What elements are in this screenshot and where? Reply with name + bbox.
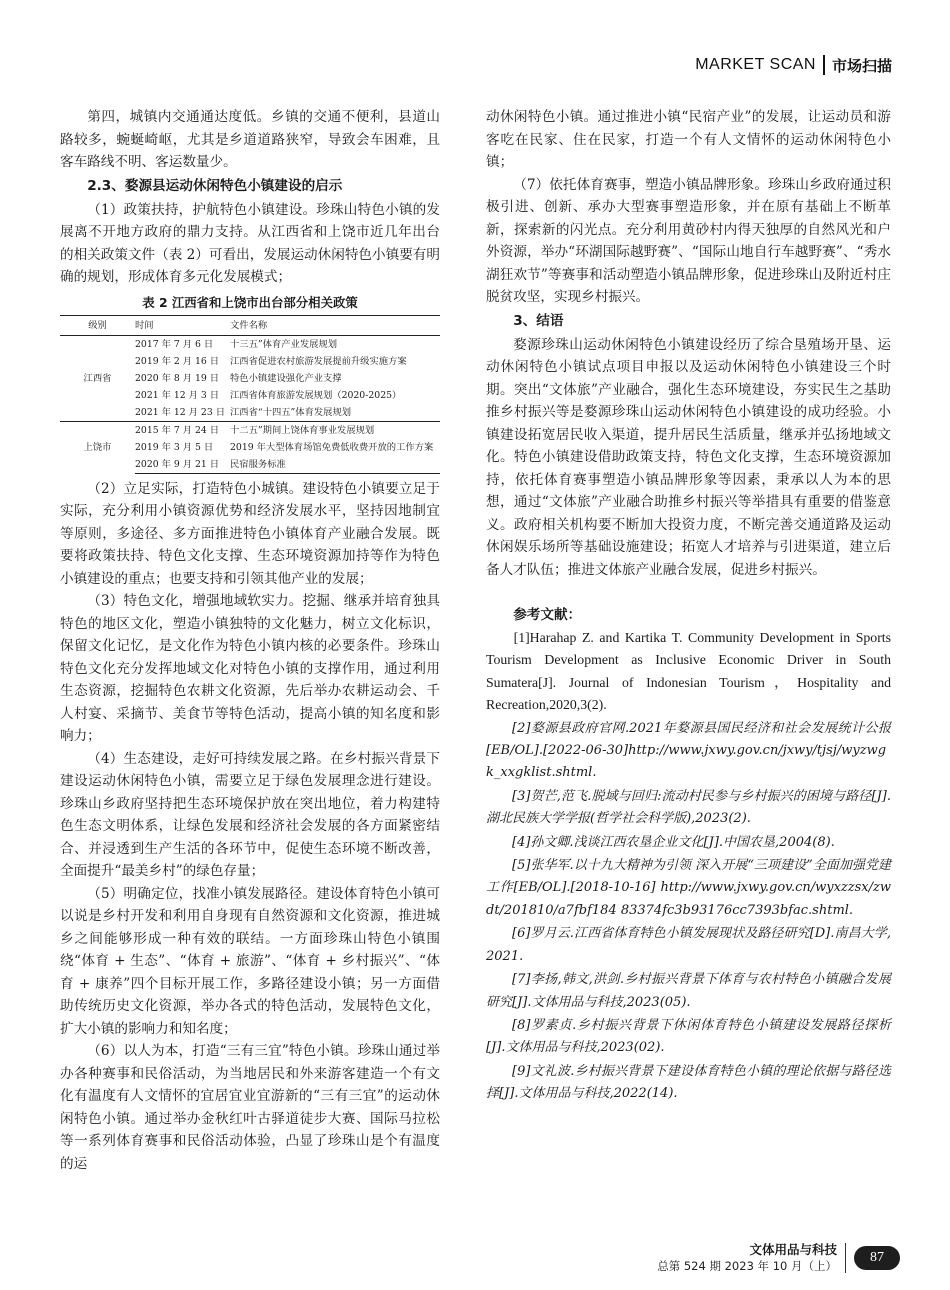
header-document: 文件名称 (230, 315, 440, 335)
level-cell: 上饶市 (60, 421, 135, 473)
reference-item: [8]罗素贞.乡村振兴背景下休闲体育特色小镇建设发展路径探析[J].文体用品与科技,2023(02). (486, 1017, 891, 1056)
document-cell: 江西省“十四五”体育发展规划 (230, 406, 352, 418)
table-row (60, 421, 440, 439)
date-cell: 2015 年 7 月 24 日 (135, 421, 230, 439)
header-divider (823, 55, 825, 75)
document-cell: 江西省促进农村旅游发展提前升级实施方案 (230, 355, 407, 367)
document-cell: 民宿服务标准 (230, 456, 440, 474)
paragraph-item-2: （2）立足实际，打造特色小城镇。建设特色小镇要立足于实际，充分利用小镇资源优势和经济发展水平，坚持因地制宜等原则，多途径、多方面推进特色小镇体育产业融合发展。既要将政策扶持、特色文化支撑、生态环境资源加持等作为特色小镇建设的重点；也要支持和引领其他产业的发展； (60, 480, 440, 587)
issue-info: 总第 524 期 2023 年 10 月（上） (657, 1259, 837, 1273)
reference-item: [2]婺源县政府官网.2021年婺源县国民经济和社会发展统计公报[EB/OL].[2022-06-30]http://www.jxwy.gov.cn/jxwy/tjsj/wyzwgk_xxgklist.shtml. (486, 720, 891, 781)
level-cell: 江西省 (83, 372, 112, 384)
policy-table-block (60, 293, 440, 474)
date-cell: 2021 年 12 月 3 日 (135, 389, 220, 401)
reference-item: [1]Harahap Z. and Kartika T. Community Development in Sports Tourism Development as Inclusive Economic Driver in South Sumatera[J]. Journal of Indonesian Tourism，Hospitality and Recreation,2020,3(2). (486, 630, 891, 713)
references-heading: 参考文献： (513, 607, 582, 623)
paragraph-item-1: （1）政策扶持，护航特色小镇建设。珍珠山特色小镇的发展离不开地方政府的鼎力支持。从江西省和上饶市近几年出台的相关政策文件（表 2）可看出，发展运动休闲特色小镇要有明确的规划，形成体育多元化发展模式； (60, 201, 440, 285)
date-cell: 2020 年 9 月 21 日 (135, 456, 230, 474)
reference-item: [4]孙文卿.浅谈江西农垦企业文化[J].中国农垦,2004(8). (512, 834, 835, 850)
reference-item: [3]贺芒,范飞.脱域与回归:流动村民参与乡村振兴的困境与路径[J].湖北民族大学学报(哲学社会科学版),2023(2). (486, 788, 891, 827)
date-cell: 2021 年 12 月 23 日 (135, 406, 225, 418)
section-heading-3: 3、结语 (513, 312, 564, 329)
paragraph-item-6-continued: 动休闲特色小镇。通过推进小镇“民宿产业”的发展，让运动员和游客吃在民家、住在民家，打造一个有人文情怀的运动休闲特色小镇； (486, 109, 891, 170)
document-cell: 2019 年大型体育场馆免费低收费开放的工作方案 (230, 441, 434, 453)
paragraph-item-5: （5）明确定位，找准小镇发展路径。建设体育特色小镇可以说是乡村开发和利用自身现有自然资源和文化资源，推进城乡之间能够形成一种有效的联结。一方面珍珠山特色小镇围绕“体育 + 生态”、“体育 + 旅游”、“体育 + 乡村振兴”、“体育 + 康养”四个目标开展工作，多路径建设小镇；另一方面借助传统历史文化资源，举办各式的特色活动，发展特色文化，扩大小镇的影响力和知名度； (60, 885, 440, 1037)
date-cell: 2019 年 3 月 5 日 (135, 441, 214, 453)
paragraph-conclusion: 婺源珍珠山运动休闲特色小镇建设经历了综合垦殖场开垦、运动休闲特色小镇试点项目申报以及运动休闲特色小镇建设三个时期。突出“文体旅”产业融合，强化生态环境建设，夯实民生之基助推乡村振兴等是婺源珍珠山运动休闲特色小镇建设的成功经验。小镇建设拓宽居民收入渠道，提升居民生活质量，继承并弘扬地域文化。特色小镇建设借助政策支持，特色文化支撑，生态环境资源加持，依托体育赛事塑造小镇品牌形象等因素，秉承以人为本的思想，通过“文体旅”产业融合助推乡村振兴等举措具有重要的借鉴意义。政府相关机构要不断加大投资力度，不断完善交通道路及运动休闲娱乐场所等基础设施建设；拓宽人才培养与引进渠道，建立后备人才队伍；推进文体旅产业融合发展，促进乡村振兴。 (486, 336, 891, 578)
running-header (695, 52, 892, 78)
footer-divider (845, 1243, 846, 1273)
table-header-row (60, 315, 440, 335)
paragraph-item-3: （3）特色文化，增强地域软实力。挖掘、继承并培育独具特色的地区文化，塑造小镇独特的文化魅力，树立文化标识，保留文化记忆，是文化作为特色小镇内核的必要条件。珍珠山特色文化充分发挥地域文化对特色小镇的支撑作用，通过利用生态资源，挖掘特色农耕文化资源，先后举办农耕运动会、千人村宴、采摘节、美食节等特色活动，提高小镇的知名度和影响力； (60, 593, 440, 744)
header-level: 级别 (60, 315, 135, 335)
journal-name: 文体用品与科技 (749, 1242, 837, 1257)
policy-table (60, 315, 440, 474)
reference-item: [6]罗月云.江西省体育特色小镇发展现状及路径研究[D].南昌大学,2021. (486, 926, 891, 964)
left-column (60, 106, 440, 1175)
section-heading-2-3: 2.3、婺源县运动休闲特色小镇建设的启示 (87, 177, 343, 194)
header-english-title: MARKET SCAN (695, 56, 816, 73)
reference-item: [7]李扬,韩文,洪剑.乡村振兴背景下体育与农村特色小镇融合发展研究[J].文体用品与科技,2023(05). (486, 972, 891, 1010)
document-cell: 特色小镇建设强化产业支撑 (230, 372, 342, 384)
table-title: 表 2 江西省和上饶市出台部分相关政策 (142, 294, 358, 310)
date-cell: 2019 年 2 月 16 日 (135, 355, 220, 367)
paragraph-item-7: （7）依托体育赛事，塑造小镇品牌形象。珍珠山乡政府通过积极引进、创新、承办大型赛事塑造形象，并在原有基础上不断革新，探索新的闪光点。充分利用黄砂村内得天独厚的自然风光和户外资源，举办“环湖国际越野赛”、“国际山地自行车越野赛”、“秀水湖狂欢节”等赛事和活动塑造小镇品牌形象，促进珍珠山及附近村庄脱贫攻坚，实现乡村振兴。 (486, 176, 891, 305)
table-row (60, 335, 440, 353)
right-column (486, 106, 891, 1107)
document-cell: 江西省体育旅游发展规划（2020-2025） (230, 389, 402, 401)
date-cell: 2020 年 8 月 19 日 (135, 372, 220, 384)
document-cell: 十二五”期间上饶体育事业发展规划 (230, 421, 440, 439)
footer-meta (657, 1242, 837, 1274)
document-cell: 十三五”体育产业发展规划 (230, 338, 338, 350)
reference-item: [9]文礼波.乡村振兴背景下建设体育特色小镇的理论依据与路径选择[J].文体用品与科技,2022(14). (486, 1063, 891, 1102)
paragraph-item-6: （6）以人为本，打造“三有三宜”特色小镇。珍珠山通过举办各种赛事和民俗活动，为当地居民和外来游客建造一个有文化有温度有人文情怀的宜居宜业宜游新的“三有三宜”的运动休闲特色小镇。通过举办金秋红叶古驿道徒步大赛、国际马拉松等一系列体育赛事和民俗活动体验，凸显了珍珠山是个有温度的运 (60, 1043, 440, 1172)
date-cell: 2017 年 7 月 6 日 (135, 338, 214, 350)
page-footer (657, 1238, 900, 1278)
header-chinese-title: 市场扫描 (831, 56, 892, 75)
reference-item: [5]张华军.以十九大精神为引领 深入开展“三项建设”全面加强党建工作[EB/OL].[2018-10-16] http://www.jxwy.gov.cn/wyxzzsx/zwdt/201810/a7fbf184 83374fc3b93176cc7393bfac.shtml. (486, 858, 891, 918)
paragraph-item-4: （4）生态建设，走好可持续发展之路。在乡村振兴背景下建设运动休闲特色小镇，需要立足于绿色发展理念进行建设。珍珠山乡政府坚持把生态环境保护放在突出地位，着力构建特色生态文明体系，让绿色发展和经济社会发展的各方面紧密结合、并浸透到生产生活的各环节中，促使生态环境不断改善，全面提升“最美乡村”的绿色存量； (60, 750, 440, 879)
paragraph-transport: 第四，城镇内交通通达度低。乡镇的交通不便利，县道山路较多，蜿蜒崎岖，尤其是乡道道路狭窄，导致会车困难，且客车路线不明、客运数量少。 (60, 109, 440, 170)
header-date: 时间 (135, 315, 230, 335)
page-number: 87 (854, 1246, 900, 1270)
